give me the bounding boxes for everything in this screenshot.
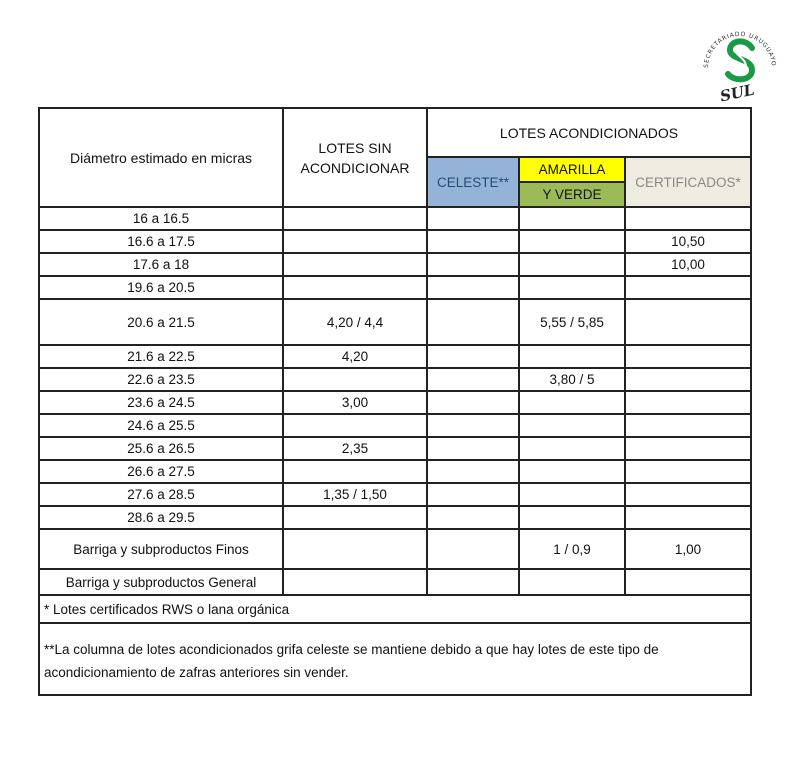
cell-amarilla — [519, 207, 625, 230]
cell-diametro: 27.6 a 28.5 — [39, 483, 283, 506]
table-row — [39, 368, 751, 391]
cell-celeste — [427, 506, 519, 529]
logo-sul-text: SUL — [718, 80, 756, 106]
cell-diametro: Barriga y subproductos Finos — [39, 529, 283, 569]
cell-sin: 3,00 — [283, 391, 427, 414]
cell-celeste — [427, 299, 519, 345]
note-row — [39, 623, 751, 695]
cell-diametro: 17.6 a 18 — [39, 253, 283, 276]
cell-sin — [283, 529, 427, 569]
cell-celeste — [427, 483, 519, 506]
sul-logo — [694, 18, 786, 110]
price-table — [38, 107, 752, 696]
cell-diametro: 23.6 a 24.5 — [39, 391, 283, 414]
cell-cert — [625, 414, 751, 437]
cell-amarilla — [519, 437, 625, 460]
cell-amarilla — [519, 276, 625, 299]
cell-celeste — [427, 414, 519, 437]
table-row — [39, 253, 751, 276]
cell-amarilla — [519, 483, 625, 506]
table-row — [39, 276, 751, 299]
cell-cert: 1,00 — [625, 529, 751, 569]
table-row — [39, 437, 751, 460]
cell-celeste — [427, 529, 519, 569]
cell-cert — [625, 368, 751, 391]
cell-sin — [283, 276, 427, 299]
table-row — [39, 529, 751, 569]
logo-ring-text: SECRETARIADO URUGUAYO — [702, 30, 778, 69]
cell-amarilla — [519, 414, 625, 437]
cell-celeste — [427, 207, 519, 230]
table-row — [39, 460, 751, 483]
cell-cert — [625, 345, 751, 368]
table-row — [39, 230, 751, 253]
cell-diametro: 28.6 a 29.5 — [39, 506, 283, 529]
cell-cert — [625, 460, 751, 483]
table-row — [39, 207, 751, 230]
cell-amarilla — [519, 391, 625, 414]
cell-celeste — [427, 276, 519, 299]
header-sin-acondicionar — [283, 108, 427, 207]
cell-amarilla: 5,55 / 5,85 — [519, 299, 625, 345]
table-row — [39, 299, 751, 345]
cell-sin — [283, 230, 427, 253]
cell-amarilla — [519, 506, 625, 529]
table-row — [39, 569, 751, 595]
table-row — [39, 506, 751, 529]
cell-sin — [283, 460, 427, 483]
cell-cert: 10,00 — [625, 253, 751, 276]
cell-sin: 1,35 / 1,50 — [283, 483, 427, 506]
header-celeste: CELESTE** — [427, 157, 519, 207]
header-verde: Y VERDE — [519, 182, 625, 207]
cell-sin — [283, 569, 427, 595]
cell-amarilla — [519, 569, 625, 595]
cell-amarilla: 1 / 0,9 — [519, 529, 625, 569]
cell-celeste — [427, 368, 519, 391]
cell-diametro: 21.6 a 22.5 — [39, 345, 283, 368]
cell-sin — [283, 414, 427, 437]
header-sin-acondicionar-text: LOTES SIN ACONDICIONAR — [300, 139, 410, 176]
cell-diametro: 24.6 a 25.5 — [39, 414, 283, 437]
cell-diametro: 22.6 a 23.5 — [39, 368, 283, 391]
cell-amarilla — [519, 345, 625, 368]
cell-celeste — [427, 253, 519, 276]
header-acondicionados: LOTES ACONDICIONADOS — [427, 108, 751, 157]
table-row — [39, 483, 751, 506]
cell-diametro: 16.6 a 17.5 — [39, 230, 283, 253]
note-celeste: **La columna de lotes acondicionados grifa celeste se mantiene debido a que hay lotes de este tipo de acondicionamiento de zafras anteriores sin vender. — [39, 623, 751, 695]
cell-sin: 4,20 / 4,4 — [283, 299, 427, 345]
header-diametro: Diámetro estimado en micras — [39, 108, 283, 207]
cell-cert — [625, 506, 751, 529]
cell-sin — [283, 368, 427, 391]
cell-cert: 10,50 — [625, 230, 751, 253]
cell-celeste — [427, 437, 519, 460]
cell-cert — [625, 569, 751, 595]
cell-amarilla: 3,80 / 5 — [519, 368, 625, 391]
cell-sin — [283, 506, 427, 529]
header-amarilla: AMARILLA — [519, 157, 625, 182]
cell-diametro: 26.6 a 27.5 — [39, 460, 283, 483]
cell-celeste — [427, 460, 519, 483]
table-row — [39, 345, 751, 368]
table-row — [39, 414, 751, 437]
cell-diametro: 25.6 a 26.5 — [39, 437, 283, 460]
cell-sin — [283, 253, 427, 276]
cell-celeste — [427, 391, 519, 414]
cell-sin: 4,20 — [283, 345, 427, 368]
cell-diametro: 20.6 a 21.5 — [39, 299, 283, 345]
table-row — [39, 391, 751, 414]
cell-cert — [625, 299, 751, 345]
header-certificados: CERTIFICADOS* — [625, 157, 751, 207]
cell-celeste — [427, 569, 519, 595]
cell-diametro: Barriga y subproductos General — [39, 569, 283, 595]
cell-diametro: 16 a 16.5 — [39, 207, 283, 230]
cell-diametro: 19.6 a 20.5 — [39, 276, 283, 299]
cell-sin: 2,35 — [283, 437, 427, 460]
cell-amarilla — [519, 253, 625, 276]
cell-amarilla — [519, 230, 625, 253]
cell-cert — [625, 483, 751, 506]
cell-celeste — [427, 230, 519, 253]
note-certificados: * Lotes certificados RWS o lana orgánica — [39, 595, 751, 623]
cell-celeste — [427, 345, 519, 368]
cell-cert — [625, 437, 751, 460]
cell-cert — [625, 276, 751, 299]
cell-cert — [625, 391, 751, 414]
note-row — [39, 595, 751, 623]
cell-sin — [283, 207, 427, 230]
cell-cert — [625, 207, 751, 230]
cell-amarilla — [519, 460, 625, 483]
